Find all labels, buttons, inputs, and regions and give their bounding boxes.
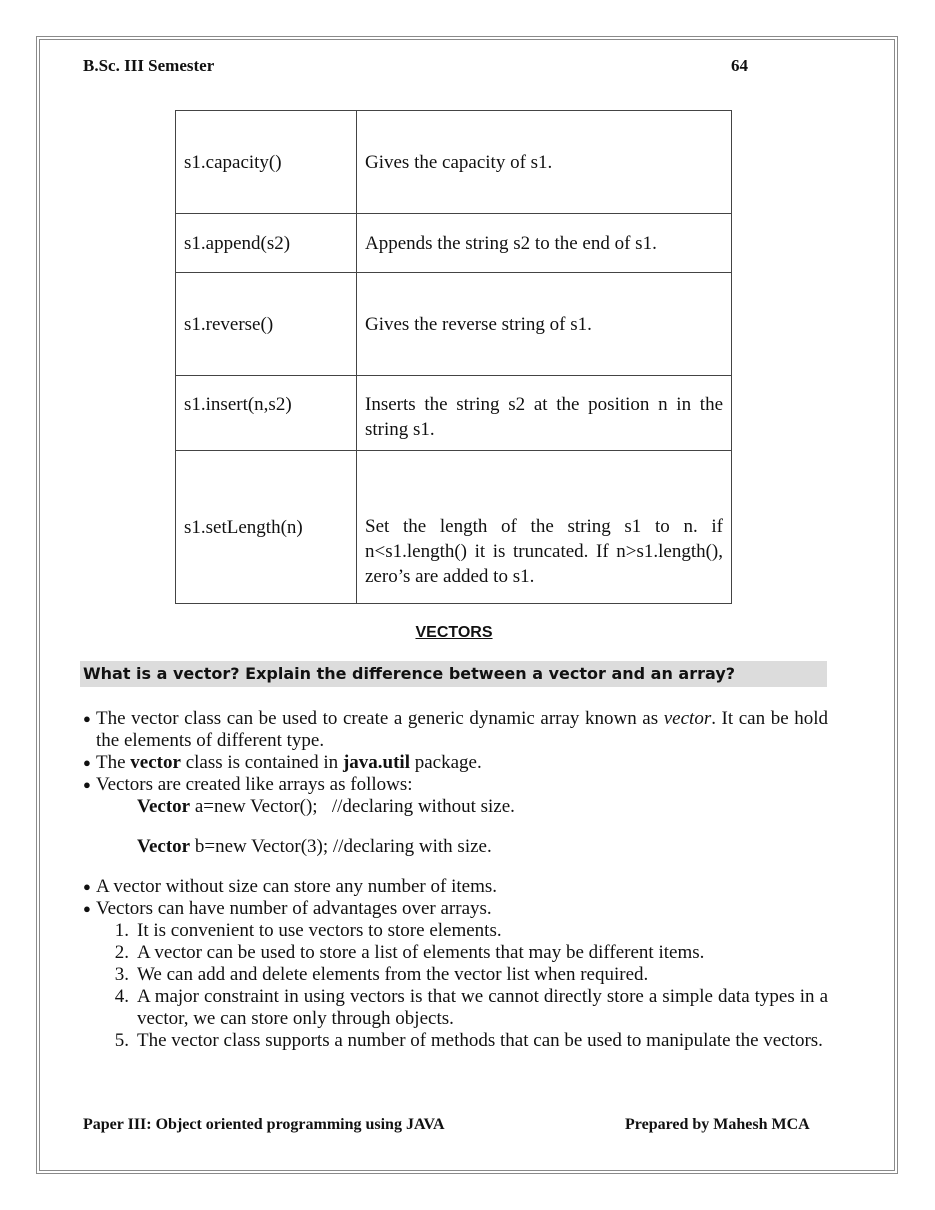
list-item xyxy=(83,752,828,774)
description-cell: Appends the string s2 to the end of s1. xyxy=(357,214,732,273)
text-run: The xyxy=(96,752,131,773)
code-text: a=new Vector(); //declaring without size. xyxy=(190,796,515,817)
method-cell: s1.insert(n,s2) xyxy=(176,376,357,451)
code-keyword: Vector xyxy=(137,836,191,857)
question-heading: What is a vector? Explain the difference between a vector and an array? xyxy=(80,661,827,687)
item-number: 5. xyxy=(114,1030,129,1051)
text-run: The vector class can be used to create a generic dynamic array known as xyxy=(96,708,664,729)
table-row xyxy=(176,111,732,214)
item-text: A major constraint in using vectors is that we cannot directly store a simple data types in a vector, we can store only through objects. xyxy=(137,986,828,1029)
method-cell: s1.reverse() xyxy=(176,273,357,376)
text-run: . It can be hold the elements of different type. xyxy=(96,708,828,751)
numbered-item xyxy=(83,986,828,1030)
text-run: class is contained in xyxy=(180,752,343,773)
item-text: We can add and delete elements from the vector list when required. xyxy=(137,964,649,985)
list-item xyxy=(83,898,828,920)
method-cell: s1.capacity() xyxy=(176,111,357,214)
item-text: It is convenient to use vectors to store elements. xyxy=(137,920,502,941)
bullet-icon: ● xyxy=(83,711,91,726)
text-run: package. xyxy=(409,752,482,773)
method-cell: s1.append(s2) xyxy=(176,214,357,273)
list-item xyxy=(83,774,828,796)
vector-notes xyxy=(83,708,828,1052)
numbered-item xyxy=(83,942,828,964)
item-number: 3. xyxy=(114,964,129,985)
advantages-list xyxy=(83,920,828,1052)
code-line xyxy=(83,796,828,818)
footer-author: Prepared by Mahesh MCA xyxy=(625,1116,810,1133)
item-text: A vector can be used to store a list of elements that may be different items. xyxy=(137,942,705,963)
footer-paper-title: Paper III: Object oriented programming using JAVA xyxy=(83,1116,445,1133)
item-text: The vector class supports a number of methods that can be used to manipulate the vectors. xyxy=(137,1030,823,1051)
bold-text: java.util xyxy=(342,752,410,773)
list-item xyxy=(83,876,828,898)
code-line xyxy=(83,836,828,858)
method-cell: s1.setLength(n) xyxy=(176,451,357,604)
bullet-icon: ● xyxy=(83,879,91,894)
section-title: VECTORS xyxy=(415,624,493,641)
code-keyword: Vector xyxy=(137,796,191,817)
numbered-item xyxy=(83,964,828,986)
table-row xyxy=(176,273,732,376)
table-row xyxy=(176,214,732,273)
header-course: B.Sc. III Semester xyxy=(83,56,215,75)
emphasis-text: vector xyxy=(663,708,712,729)
bullet-icon: ● xyxy=(83,755,91,770)
table-row xyxy=(176,451,732,604)
description-cell: Set the length of the string s1 to n. if n<s1.length() it is truncated. If n>s1.length(), zero’s are added to s1. xyxy=(357,451,732,604)
list-item xyxy=(83,708,828,752)
table-row xyxy=(176,376,732,451)
item-number: 4. xyxy=(114,986,129,1007)
text-run: A vector without size can store any number of items. xyxy=(96,876,498,897)
stringbuffer-methods-table xyxy=(175,110,732,604)
description-cell: Gives the capacity of s1. xyxy=(357,111,732,214)
text-run: Vectors can have number of advantages over arrays. xyxy=(96,898,492,919)
numbered-item xyxy=(83,1030,828,1052)
bullet-icon: ● xyxy=(83,777,91,792)
description-cell: Gives the reverse string of s1. xyxy=(357,273,732,376)
description-cell: Inserts the string s2 at the position n in the string s1. xyxy=(357,376,732,451)
numbered-item xyxy=(83,920,828,942)
code-text: b=new Vector(3); //declaring with size. xyxy=(190,836,492,857)
header-page-number: 64 xyxy=(731,56,748,75)
item-number: 2. xyxy=(114,942,129,963)
bullet-icon: ● xyxy=(83,901,91,916)
text-run: Vectors are created like arrays as follows: xyxy=(96,774,413,795)
item-number: 1. xyxy=(114,920,129,941)
bold-text: vector xyxy=(130,752,181,773)
